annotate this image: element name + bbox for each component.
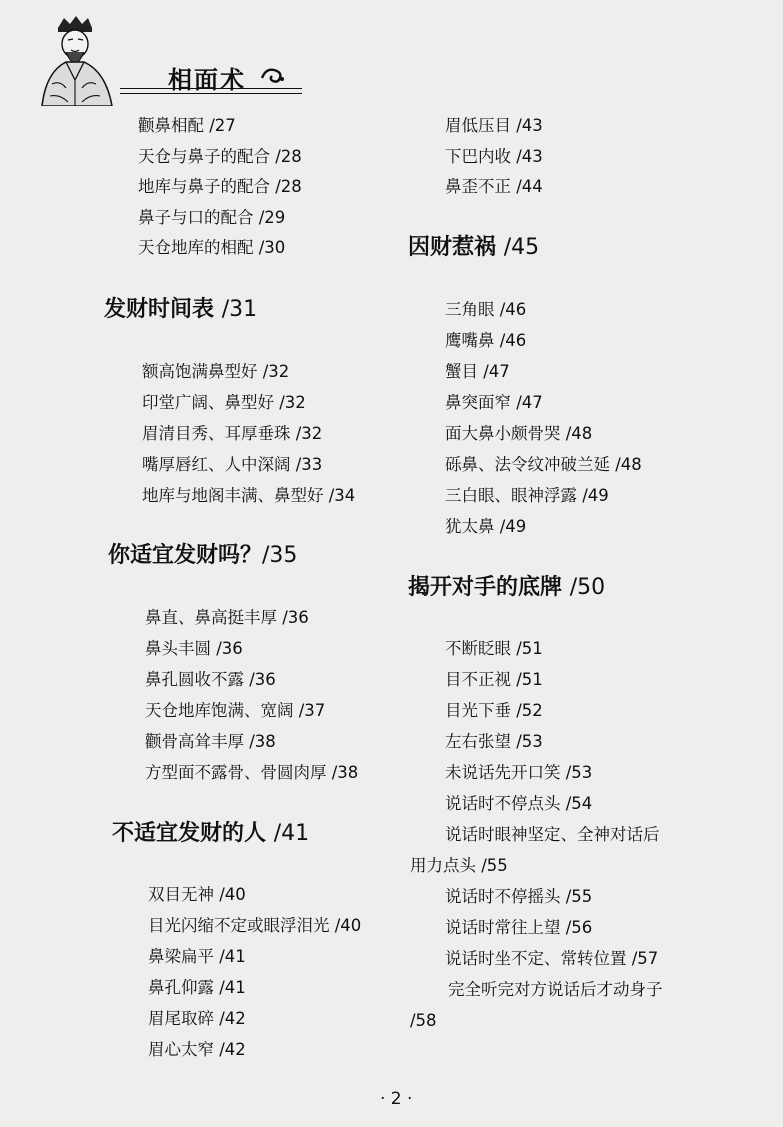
toc-entry[interactable]: 犹太鼻 /49 (445, 517, 527, 536)
toc-entry[interactable]: 鼻头丰圆 /36 (145, 639, 243, 658)
section-title: 你适宜发财吗？ (108, 543, 263, 568)
toc-entry[interactable]: 眉心太窄 /42 (148, 1040, 246, 1059)
toc-entry[interactable]: 完全听完对方说话后才动身子 (448, 980, 663, 999)
section-page: /35 (262, 543, 298, 568)
toc-entry[interactable]: 地库与鼻子的配合 /28 (138, 177, 302, 196)
toc-entry[interactable]: 面大鼻小颇骨哭 /48 (445, 424, 593, 443)
toc-entry[interactable]: 地库与地阁丰满、鼻型好 /34 (142, 486, 356, 505)
section-heading[interactable] (408, 574, 605, 602)
toc-entry[interactable]: 砾鼻、法令纹冲破兰延 /48 (445, 455, 642, 474)
toc-entry[interactable]: 印堂广阔、鼻型好 /32 (142, 393, 306, 412)
toc-entry[interactable]: 鼻歪不正 /44 (445, 177, 543, 196)
toc-entry[interactable]: 不断眨眼 /51 (445, 639, 543, 658)
toc-entry[interactable]: 说话时不停摇头 /55 (445, 887, 593, 906)
toc-entry[interactable]: 说话时眼神坚定、全神对话后 (445, 825, 660, 844)
toc-entry[interactable]: 鹰嘴鼻 /46 (445, 331, 527, 350)
toc-entry[interactable]: 方型面不露骨、骨圆肉厚 /38 (145, 763, 359, 782)
section-page: /50 (569, 575, 606, 600)
toc-entry[interactable]: 目光下垂 /52 (445, 701, 543, 720)
toc-entry[interactable]: 三白眼、眼神浮露 /49 (445, 486, 609, 505)
toc-entry[interactable]: 天仓与鼻子的配合 /28 (138, 147, 302, 166)
toc-entry[interactable]: 说话时不停点头 /54 (445, 794, 593, 813)
toc-entry[interactable]: 额高饱满鼻型好 /32 (142, 362, 290, 381)
swirl-ornament-icon (258, 64, 288, 84)
toc-entry[interactable]: 左右张望 /53 (445, 732, 543, 751)
toc-entry[interactable]: 说话时坐不定、常转位置 /57 (445, 949, 659, 968)
toc-entry[interactable]: 眉低压目 /43 (445, 116, 543, 135)
section-page: /31 (221, 297, 258, 322)
toc-entry[interactable]: 鼻突面窄 /47 (445, 393, 543, 412)
toc-entry[interactable]: 双目无神 /40 (148, 885, 246, 904)
section-title: 不适宜发财的人 (112, 821, 267, 846)
section-heading[interactable] (108, 542, 297, 570)
toc-entry[interactable]: 下巴内收 /43 (445, 147, 543, 166)
toc-entry[interactable]: 目不正视 /51 (445, 670, 543, 689)
section-title: 发财时间表 (104, 297, 215, 322)
header-rule (120, 93, 302, 94)
toc-entry[interactable]: 未说话先开口笑 /53 (445, 763, 593, 782)
toc-entry[interactable]: 鼻孔圆收不露 /36 (145, 670, 276, 689)
toc-entry-continuation[interactable]: /58 (410, 1011, 437, 1030)
section-page: /41 (273, 821, 310, 846)
toc-entry[interactable]: 颧鼻相配 /27 (138, 116, 236, 135)
section-heading[interactable] (408, 234, 539, 262)
toc-entry[interactable]: 目光闪缩不定或眼浮泪光 /40 (148, 916, 362, 935)
scholar-portrait-icon (30, 14, 122, 106)
toc-entry-continuation[interactable]: 用力点头 /55 (410, 856, 508, 875)
toc-entry[interactable]: 眉尾取碎 /42 (148, 1009, 246, 1028)
toc-entry[interactable]: 嘴厚唇红、人中深阔 /33 (142, 455, 323, 474)
section-page: /45 (503, 235, 540, 260)
section-heading[interactable] (112, 820, 309, 848)
page-number: · 2 · (380, 1089, 413, 1109)
toc-entry[interactable]: 蟹目 /47 (445, 362, 510, 381)
toc-entry[interactable]: 颧骨高耸丰厚 /38 (145, 732, 276, 751)
toc-entry[interactable]: 鼻子与口的配合 /29 (138, 208, 286, 227)
toc-entry[interactable]: 鼻梁扁平 /41 (148, 947, 246, 966)
toc-entry[interactable]: 三角眼 /46 (445, 300, 527, 319)
toc-entry[interactable]: 天仓地库饱满、宽阔 /37 (145, 701, 326, 720)
toc-entry[interactable]: 说话时常往上望 /56 (445, 918, 593, 937)
toc-entry[interactable]: 鼻孔仰露 /41 (148, 978, 246, 997)
toc-entry[interactable]: 天仓地库的相配 /30 (138, 238, 286, 257)
section-title: 揭开对手的底牌 (408, 575, 563, 600)
section-heading[interactable] (104, 296, 257, 324)
toc-entry[interactable]: 鼻直、鼻高挺丰厚 /36 (145, 608, 309, 627)
header-rule (120, 88, 302, 89)
section-title: 因财惹祸 (408, 235, 497, 260)
book-title: 相面术 (168, 66, 246, 94)
toc-entry[interactable]: 眉清目秀、耳厚垂珠 /32 (142, 424, 323, 443)
